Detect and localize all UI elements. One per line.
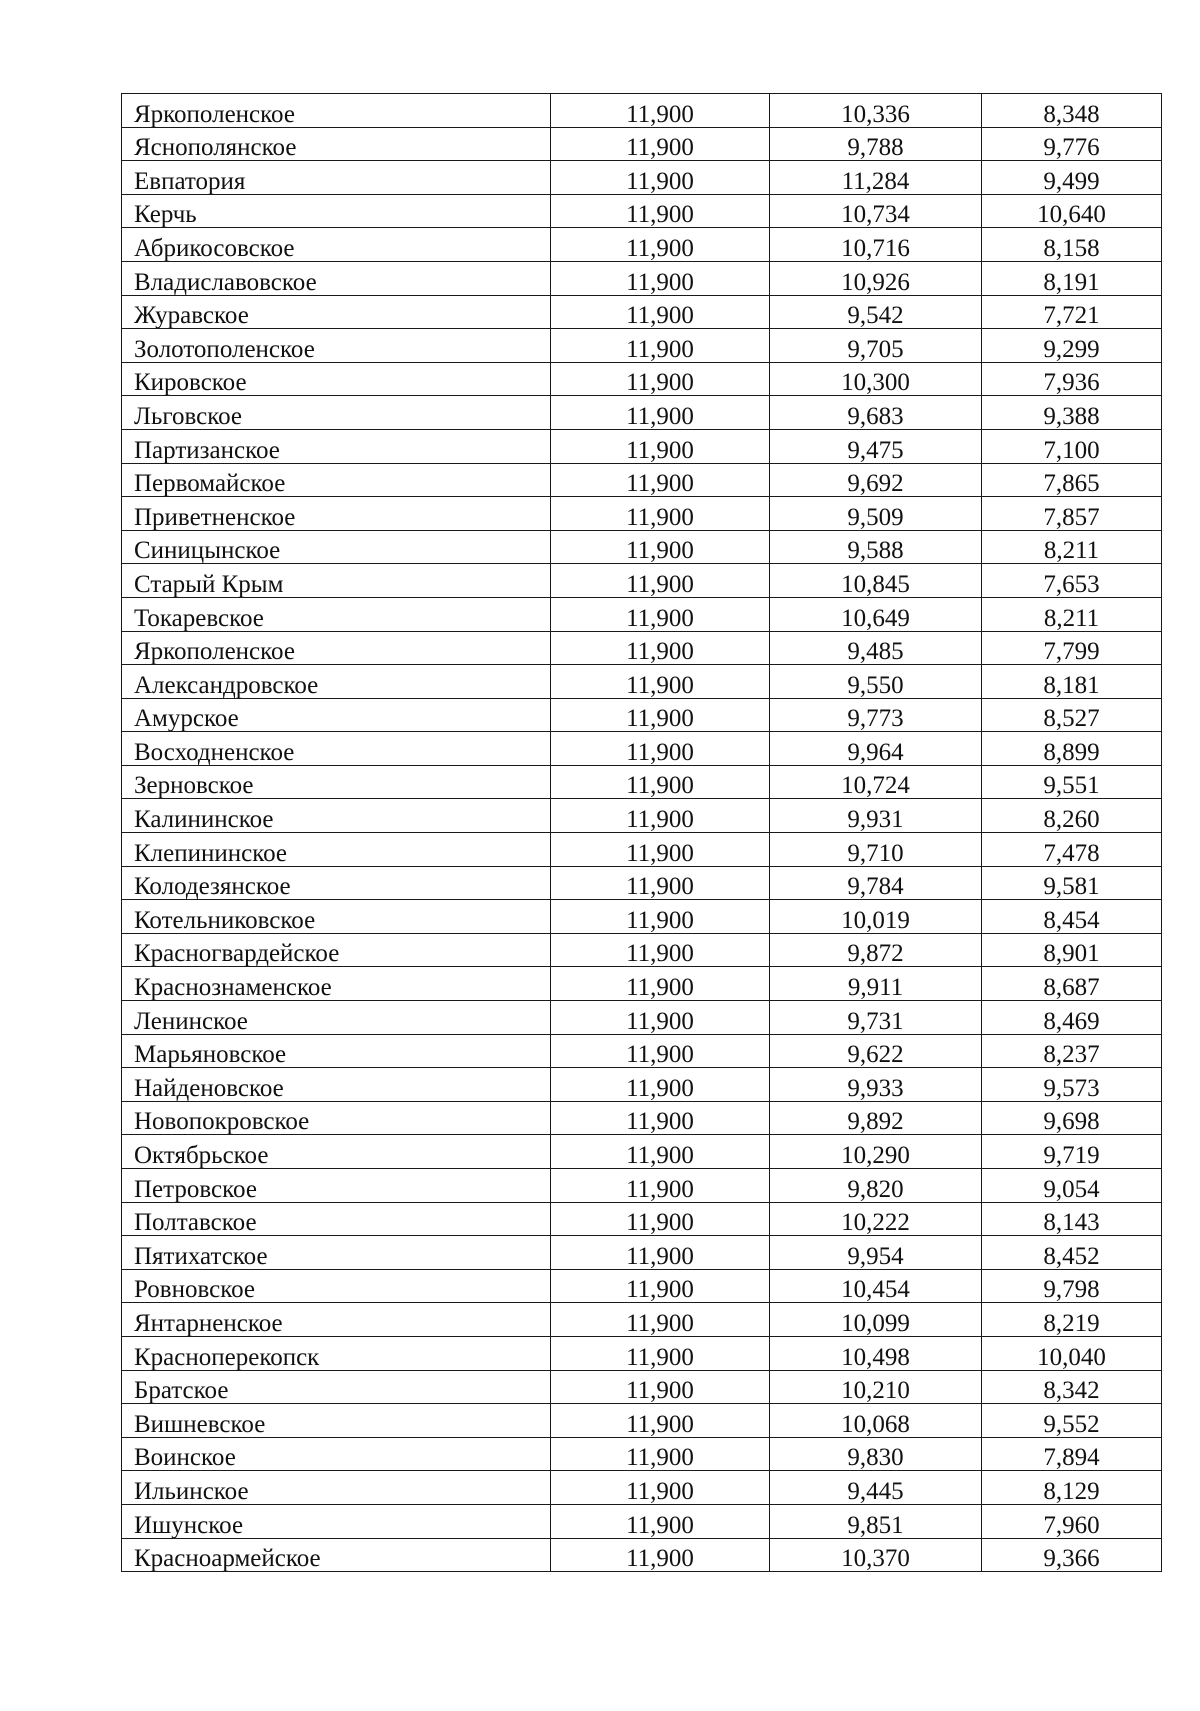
value-cell-col-3: 9,683 <box>770 396 982 430</box>
value-cell-col-2: 11,900 <box>551 866 770 900</box>
municipality-name-cell: Первомайское <box>122 463 551 497</box>
value-cell-col-4: 8,899 <box>982 732 1162 766</box>
value-cell-col-3: 10,716 <box>770 228 982 262</box>
value-cell-col-2: 11,900 <box>551 1336 770 1370</box>
value-cell-col-2: 11,900 <box>551 1034 770 1068</box>
value-cell-col-4: 10,640 <box>982 194 1162 228</box>
value-cell-col-4: 8,342 <box>982 1370 1162 1404</box>
municipality-name-cell: Марьяновское <box>122 1034 551 1068</box>
value-cell-col-2: 11,900 <box>551 1504 770 1538</box>
value-cell-col-3: 9,705 <box>770 329 982 363</box>
value-cell-col-3: 9,509 <box>770 497 982 531</box>
value-cell-col-2: 11,900 <box>551 732 770 766</box>
table-row <box>122 329 1162 363</box>
value-cell-col-3: 10,210 <box>770 1370 982 1404</box>
value-cell-col-3: 9,931 <box>770 799 982 833</box>
value-cell-col-2: 11,900 <box>551 1101 770 1135</box>
value-cell-col-3: 9,773 <box>770 698 982 732</box>
value-cell-col-4: 8,901 <box>982 933 1162 967</box>
value-cell-col-3: 9,542 <box>770 295 982 329</box>
value-cell-col-2: 11,900 <box>551 194 770 228</box>
table-row <box>122 1135 1162 1169</box>
table-row <box>122 1034 1162 1068</box>
municipality-name-cell: Владиславовское <box>122 261 551 295</box>
municipality-name-cell: Яркополенское <box>122 94 551 128</box>
value-cell-col-4: 9,573 <box>982 1068 1162 1102</box>
value-cell-col-4: 9,552 <box>982 1404 1162 1438</box>
value-cell-col-4: 9,499 <box>982 161 1162 195</box>
value-cell-col-2: 11,900 <box>551 665 770 699</box>
table-row <box>122 1202 1162 1236</box>
value-cell-col-2: 11,900 <box>551 765 770 799</box>
value-cell-col-4: 8,454 <box>982 900 1162 934</box>
municipality-name-cell: Ишунское <box>122 1504 551 1538</box>
value-cell-col-2: 11,900 <box>551 967 770 1001</box>
municipality-name-cell: Калининское <box>122 799 551 833</box>
municipality-name-cell: Зерновское <box>122 765 551 799</box>
value-cell-col-4: 7,894 <box>982 1437 1162 1471</box>
data-table <box>121 93 1162 1572</box>
value-cell-col-3: 10,300 <box>770 362 982 396</box>
municipality-name-cell: Кировское <box>122 362 551 396</box>
value-cell-col-4: 7,721 <box>982 295 1162 329</box>
value-cell-col-4: 8,191 <box>982 261 1162 295</box>
municipality-name-cell: Журавское <box>122 295 551 329</box>
value-cell-col-4: 7,865 <box>982 463 1162 497</box>
table-row <box>122 1336 1162 1370</box>
value-cell-col-4: 8,158 <box>982 228 1162 262</box>
value-cell-col-3: 10,099 <box>770 1303 982 1337</box>
value-cell-col-3: 10,498 <box>770 1336 982 1370</box>
value-cell-col-2: 11,900 <box>551 362 770 396</box>
table-row <box>122 1169 1162 1203</box>
value-cell-col-4: 9,698 <box>982 1101 1162 1135</box>
value-cell-col-4: 8,452 <box>982 1236 1162 1270</box>
municipality-name-cell: Янтарненское <box>122 1303 551 1337</box>
municipality-name-cell: Восходненское <box>122 732 551 766</box>
value-cell-col-3: 9,692 <box>770 463 982 497</box>
municipality-name-cell: Вишневское <box>122 1404 551 1438</box>
value-cell-col-2: 11,900 <box>551 1370 770 1404</box>
table-row <box>122 1001 1162 1035</box>
value-cell-col-3: 9,784 <box>770 866 982 900</box>
value-cell-col-4: 8,237 <box>982 1034 1162 1068</box>
table-row <box>122 1370 1162 1404</box>
table-row <box>122 530 1162 564</box>
municipality-name-cell: Золотополенское <box>122 329 551 363</box>
value-cell-col-4: 8,211 <box>982 597 1162 631</box>
value-cell-col-2: 11,900 <box>551 1236 770 1270</box>
value-cell-col-4: 10,040 <box>982 1336 1162 1370</box>
value-cell-col-2: 11,900 <box>551 1135 770 1169</box>
municipality-name-cell: Александровское <box>122 665 551 699</box>
value-cell-col-2: 11,900 <box>551 1269 770 1303</box>
table-row <box>122 765 1162 799</box>
value-cell-col-2: 11,900 <box>551 1068 770 1102</box>
value-cell-col-4: 8,181 <box>982 665 1162 699</box>
table-row <box>122 564 1162 598</box>
value-cell-col-3: 9,851 <box>770 1504 982 1538</box>
table-row <box>122 866 1162 900</box>
value-cell-col-3: 10,649 <box>770 597 982 631</box>
municipality-name-cell: Красноперекопск <box>122 1336 551 1370</box>
value-cell-col-3: 10,068 <box>770 1404 982 1438</box>
value-cell-col-2: 11,900 <box>551 161 770 195</box>
table-row <box>122 665 1162 699</box>
table-row <box>122 933 1162 967</box>
table-row <box>122 396 1162 430</box>
value-cell-col-2: 11,900 <box>551 1169 770 1203</box>
value-cell-col-2: 11,900 <box>551 295 770 329</box>
table-row <box>122 698 1162 732</box>
value-cell-col-2: 11,900 <box>551 463 770 497</box>
value-cell-col-4: 9,551 <box>982 765 1162 799</box>
value-cell-col-4: 9,366 <box>982 1538 1162 1572</box>
value-cell-col-3: 9,892 <box>770 1101 982 1135</box>
municipality-name-cell: Братское <box>122 1370 551 1404</box>
value-cell-col-4: 8,527 <box>982 698 1162 732</box>
value-cell-col-4: 8,219 <box>982 1303 1162 1337</box>
value-cell-col-3: 10,019 <box>770 900 982 934</box>
value-cell-col-2: 11,900 <box>551 597 770 631</box>
municipality-name-cell: Синицынское <box>122 530 551 564</box>
table-row <box>122 228 1162 262</box>
value-cell-col-4: 8,211 <box>982 530 1162 564</box>
value-cell-col-2: 11,900 <box>551 530 770 564</box>
value-cell-col-2: 11,900 <box>551 1404 770 1438</box>
value-cell-col-3: 10,845 <box>770 564 982 598</box>
table-row <box>122 1404 1162 1438</box>
municipality-name-cell: Клепининское <box>122 833 551 867</box>
table-row <box>122 1068 1162 1102</box>
value-cell-col-2: 11,900 <box>551 564 770 598</box>
value-cell-col-3: 9,872 <box>770 933 982 967</box>
value-cell-col-4: 7,857 <box>982 497 1162 531</box>
value-cell-col-2: 11,900 <box>551 1437 770 1471</box>
table-row <box>122 1269 1162 1303</box>
value-cell-col-4: 7,799 <box>982 631 1162 665</box>
municipality-name-cell: Приветненское <box>122 497 551 531</box>
value-cell-col-3: 10,222 <box>770 1202 982 1236</box>
table-row <box>122 1101 1162 1135</box>
value-cell-col-3: 9,710 <box>770 833 982 867</box>
table-row <box>122 497 1162 531</box>
table-row <box>122 1236 1162 1270</box>
value-cell-col-2: 11,900 <box>551 94 770 128</box>
value-cell-col-4: 8,469 <box>982 1001 1162 1035</box>
municipality-name-cell: Яркополенское <box>122 631 551 665</box>
municipality-name-cell: Краснознаменское <box>122 967 551 1001</box>
value-cell-col-4: 9,299 <box>982 329 1162 363</box>
value-cell-col-4: 7,478 <box>982 833 1162 867</box>
value-cell-col-2: 11,900 <box>551 900 770 934</box>
value-cell-col-3: 9,830 <box>770 1437 982 1471</box>
table-row <box>122 732 1162 766</box>
municipality-name-cell: Красногвардейское <box>122 933 551 967</box>
value-cell-col-2: 11,900 <box>551 329 770 363</box>
value-cell-col-3: 10,370 <box>770 1538 982 1572</box>
value-cell-col-4: 7,960 <box>982 1504 1162 1538</box>
value-cell-col-2: 11,900 <box>551 833 770 867</box>
municipality-name-cell: Амурское <box>122 698 551 732</box>
value-cell-col-3: 9,954 <box>770 1236 982 1270</box>
value-cell-col-2: 11,900 <box>551 396 770 430</box>
municipality-name-cell: Старый Крым <box>122 564 551 598</box>
municipality-name-cell: Воинское <box>122 1437 551 1471</box>
municipality-name-cell: Найденовское <box>122 1068 551 1102</box>
table-row <box>122 1437 1162 1471</box>
value-cell-col-4: 9,798 <box>982 1269 1162 1303</box>
municipality-name-cell: Евпатория <box>122 161 551 195</box>
table-row <box>122 261 1162 295</box>
value-cell-col-3: 9,550 <box>770 665 982 699</box>
value-cell-col-2: 11,900 <box>551 228 770 262</box>
value-cell-col-2: 11,900 <box>551 429 770 463</box>
table-row <box>122 597 1162 631</box>
value-cell-col-4: 8,348 <box>982 94 1162 128</box>
value-cell-col-3: 9,445 <box>770 1471 982 1505</box>
municipality-name-cell: Токаревское <box>122 597 551 631</box>
value-cell-col-3: 10,290 <box>770 1135 982 1169</box>
table-row <box>122 799 1162 833</box>
table-body <box>122 94 1162 1572</box>
value-cell-col-4: 9,776 <box>982 127 1162 161</box>
table-row <box>122 362 1162 396</box>
value-cell-col-3: 9,731 <box>770 1001 982 1035</box>
value-cell-col-4: 9,581 <box>982 866 1162 900</box>
value-cell-col-2: 11,900 <box>551 127 770 161</box>
municipality-name-cell: Пятихатское <box>122 1236 551 1270</box>
value-cell-col-3: 9,964 <box>770 732 982 766</box>
table-row <box>122 94 1162 128</box>
value-cell-col-4: 8,687 <box>982 967 1162 1001</box>
municipality-name-cell: Новопокровское <box>122 1101 551 1135</box>
table-row <box>122 1504 1162 1538</box>
table-row <box>122 463 1162 497</box>
value-cell-col-3: 9,911 <box>770 967 982 1001</box>
value-cell-col-3: 9,485 <box>770 631 982 665</box>
value-cell-col-2: 11,900 <box>551 497 770 531</box>
value-cell-col-3: 10,336 <box>770 94 982 128</box>
table-row <box>122 1471 1162 1505</box>
table-row <box>122 127 1162 161</box>
value-cell-col-3: 9,820 <box>770 1169 982 1203</box>
value-cell-col-3: 10,724 <box>770 765 982 799</box>
value-cell-col-3: 10,734 <box>770 194 982 228</box>
table-row <box>122 429 1162 463</box>
table-row <box>122 295 1162 329</box>
municipality-name-cell: Ровновское <box>122 1269 551 1303</box>
table-row <box>122 900 1162 934</box>
value-cell-col-2: 11,900 <box>551 1001 770 1035</box>
value-cell-col-2: 11,900 <box>551 1303 770 1337</box>
municipality-name-cell: Партизанское <box>122 429 551 463</box>
municipality-name-cell: Ленинское <box>122 1001 551 1035</box>
value-cell-col-4: 9,054 <box>982 1169 1162 1203</box>
value-cell-col-4: 9,388 <box>982 396 1162 430</box>
municipality-name-cell: Яснополянское <box>122 127 551 161</box>
value-cell-col-4: 9,719 <box>982 1135 1162 1169</box>
table-row <box>122 833 1162 867</box>
value-cell-col-4: 7,100 <box>982 429 1162 463</box>
table-row <box>122 967 1162 1001</box>
municipality-name-cell: Котельниковское <box>122 900 551 934</box>
value-cell-col-4: 7,936 <box>982 362 1162 396</box>
municipality-name-cell: Петровское <box>122 1169 551 1203</box>
value-cell-col-3: 10,926 <box>770 261 982 295</box>
value-cell-col-2: 11,900 <box>551 1471 770 1505</box>
value-cell-col-4: 8,260 <box>982 799 1162 833</box>
municipality-name-cell: Октябрьское <box>122 1135 551 1169</box>
value-cell-col-4: 8,143 <box>982 1202 1162 1236</box>
value-cell-col-3: 11,284 <box>770 161 982 195</box>
table-row <box>122 631 1162 665</box>
table-row <box>122 1538 1162 1572</box>
value-cell-col-3: 9,788 <box>770 127 982 161</box>
municipality-name-cell: Полтавское <box>122 1202 551 1236</box>
value-cell-col-3: 9,622 <box>770 1034 982 1068</box>
table-row <box>122 194 1162 228</box>
value-cell-col-3: 9,475 <box>770 429 982 463</box>
value-cell-col-4: 7,653 <box>982 564 1162 598</box>
value-cell-col-2: 11,900 <box>551 698 770 732</box>
value-cell-col-3: 9,933 <box>770 1068 982 1102</box>
municipality-name-cell: Льговское <box>122 396 551 430</box>
municipality-name-cell: Керчь <box>122 194 551 228</box>
value-cell-col-2: 11,900 <box>551 799 770 833</box>
value-cell-col-2: 11,900 <box>551 1202 770 1236</box>
municipality-name-cell: Ильинское <box>122 1471 551 1505</box>
value-cell-col-4: 8,129 <box>982 1471 1162 1505</box>
table-row <box>122 161 1162 195</box>
municipality-name-cell: Колодезянское <box>122 866 551 900</box>
table-row <box>122 1303 1162 1337</box>
value-cell-col-2: 11,900 <box>551 1538 770 1572</box>
value-cell-col-3: 10,454 <box>770 1269 982 1303</box>
value-cell-col-2: 11,900 <box>551 933 770 967</box>
value-cell-col-2: 11,900 <box>551 261 770 295</box>
municipality-name-cell: Абрикосовское <box>122 228 551 262</box>
municipality-name-cell: Красноармейское <box>122 1538 551 1572</box>
value-cell-col-3: 9,588 <box>770 530 982 564</box>
value-cell-col-2: 11,900 <box>551 631 770 665</box>
